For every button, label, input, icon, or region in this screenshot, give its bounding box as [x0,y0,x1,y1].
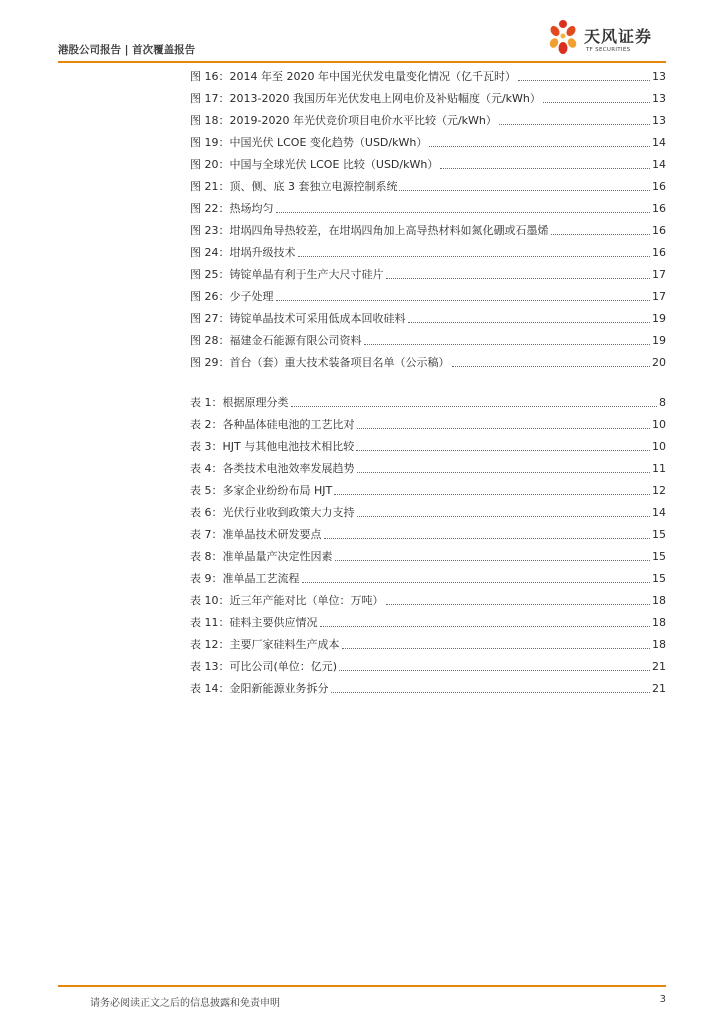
toc-entry-page: 14 [652,136,666,149]
toc-entry-label: 表 13：可比公司(单位：亿元) [190,660,338,673]
toc-entry-label: 表 8：准单晶量产决定性因素 [190,550,333,563]
dot-leader [320,626,651,627]
toc-entry[interactable] [190,180,666,194]
toc-entry-page: 18 [652,616,666,629]
toc-entry-page: 13 [652,70,666,83]
toc-entry-label: 表 4：各类技术电池效率发展趋势 [190,462,355,475]
toc-entry-page: 13 [652,114,666,127]
toc-entry[interactable] [190,440,666,454]
toc-entry-page: 18 [652,638,666,651]
toc-entry[interactable] [190,356,666,370]
toc-entry[interactable] [190,334,666,348]
dot-leader [386,604,651,605]
toc-entry-label: 表 3：HJT 与其他电池技术相比较 [190,440,355,453]
disclaimer-text: 请务必阅读正文之后的信息披露和免责申明 [90,998,280,1009]
toc-entry-label: 图 16：2014 年至 2020 年中国光伏发电量变化情况（亿千瓦时） [190,70,516,83]
toc-entry-page: 15 [652,550,666,563]
toc-entry[interactable] [190,136,666,150]
dot-leader [324,538,651,539]
dot-leader [339,670,650,671]
toc-entry[interactable] [190,224,666,238]
toc-entry[interactable] [190,158,666,172]
toc-entry-page: 21 [652,660,666,673]
dot-leader [357,472,651,473]
toc-entry-label: 表 12：主要厂家硅料生产成本 [190,638,340,651]
toc-entry-label: 图 17：2013-2020 我国历年光伏发电上网电价及补贴幅度（元/kWh） [190,92,541,105]
toc-entry-label: 图 25：铸锭单晶有利于生产大尺寸硅片 [190,268,384,281]
toc-entry-label: 表 2：各种晶体硅电池的工艺比对 [190,418,355,431]
toc-entry-page: 14 [652,506,666,519]
dot-leader [331,692,651,693]
toc-entry-label: 图 29：首台（套）重大技术装备项目名单（公示稿） [190,356,450,369]
toc-entry[interactable] [190,638,666,652]
toc-entry-page: 15 [652,572,666,585]
dot-leader [551,234,651,235]
toc-entry-label: 图 18：2019-2020 年光伏竞价项目电价水平比较（元/kWh） [190,114,497,127]
toc-entry-label: 图 24：坩埚升级技术 [190,246,296,259]
dot-leader [429,146,650,147]
toc-entry-label: 表 6：光伏行业收到政策大力支持 [190,506,355,519]
toc-entry-page: 18 [652,594,666,607]
logo-name: 天风证券 [584,27,653,46]
dot-leader [302,582,651,583]
page-header [58,0,666,68]
toc-entry-page: 19 [652,312,666,325]
toc-entry[interactable] [190,114,666,128]
toc-entry-label: 图 23：坩埚四角导热较差，在坩埚四角加上高导热材料如氮化硼或石墨烯 [190,224,549,237]
dot-leader [334,494,650,495]
toc-entry-page: 20 [652,356,666,369]
toc-entry[interactable] [190,550,666,564]
toc-entry[interactable] [190,418,666,432]
dot-leader [356,450,650,451]
toc-entry-page: 11 [652,462,666,475]
dot-leader [335,560,651,561]
toc-entry[interactable] [190,660,666,674]
toc-entry-page: 21 [652,682,666,695]
toc-entry[interactable] [190,268,666,282]
toc-entry[interactable] [190,396,666,410]
report-type-title: 港股公司报告 | 首次覆盖报告 [58,44,196,56]
toc-entry-page: 10 [652,418,666,431]
toc-entry-page: 8 [659,396,666,409]
toc-entry[interactable] [190,572,666,586]
toc-entry-label: 表 14：金阳新能源业务拆分 [190,682,329,695]
toc-entry-label: 图 19：中国光伏 LCOE 变化趋势（USD/kWh） [190,136,428,149]
dot-leader [342,648,651,649]
tf-securities-logo-icon [548,18,578,58]
toc-entry-page: 16 [652,246,666,259]
toc-entry[interactable] [190,290,666,304]
toc-entry[interactable] [190,462,666,476]
dot-leader [440,168,650,169]
toc-entry-page: 10 [652,440,666,453]
header-divider [58,61,666,63]
toc-entry-label: 图 20：中国与全球光伏 LCOE 比较（USD/kWh） [190,158,439,171]
company-logo [548,18,666,60]
dot-leader [408,322,651,323]
toc-entry-page: 16 [652,202,666,215]
logo-english-name: TF SECURITIES [586,47,631,53]
toc-entry-page: 19 [652,334,666,347]
toc-entry-page: 16 [652,224,666,237]
dot-leader [276,212,651,213]
toc-entry-label: 表 11：硅料主要供应情况 [190,616,318,629]
toc-entry-label: 表 1：根据原理分类 [190,396,289,409]
toc-entry[interactable] [190,528,666,542]
toc-entry-label: 图 26：少子处理 [190,290,274,303]
toc-entry[interactable] [190,484,666,498]
toc-entry-label: 表 10：近三年产能对比（单位：万吨） [190,594,384,607]
toc-entry[interactable] [190,246,666,260]
toc-entry[interactable] [190,506,666,520]
toc-entry-label: 图 21：顶、侧、底 3 套独立电源控制系统 [190,180,398,193]
dot-leader [276,300,651,301]
dot-leader [298,256,651,257]
dot-leader [499,124,650,125]
dot-leader [399,190,650,191]
toc-entry[interactable] [190,202,666,216]
toc-entry-label: 图 22：热场均匀 [190,202,274,215]
dot-leader [543,102,650,103]
toc-entry-page: 17 [652,268,666,281]
dot-leader [291,406,658,407]
toc-entry[interactable] [190,92,666,106]
toc-entry[interactable] [190,594,666,608]
toc-entry-label: 表 5：多家企业纷纷布局 HJT [190,484,333,497]
toc-entry-page: 16 [652,180,666,193]
toc-entry-label: 图 27：铸锭单晶技术可采用低成本回收硅料 [190,312,406,325]
dot-leader [357,516,651,517]
toc-entry-page: 12 [652,484,666,497]
toc-entry-label: 图 28：福建金石能源有限公司资料 [190,334,362,347]
page-number: 3 [659,994,666,1005]
page-footer [58,985,666,1015]
dot-leader [357,428,651,429]
footer-divider [58,985,666,987]
toc-entry-page: 15 [652,528,666,541]
toc-entry[interactable] [190,682,666,696]
toc-entry[interactable] [190,312,666,326]
dot-leader [364,344,651,345]
toc-entry-page: 13 [652,92,666,105]
toc-entry-page: 17 [652,290,666,303]
toc-entry[interactable] [190,70,666,84]
toc-entry-page: 14 [652,158,666,171]
dot-leader [452,366,651,367]
dot-leader [518,80,650,81]
toc-entry[interactable] [190,616,666,630]
toc-entry-label: 表 7：准单晶技术研发要点 [190,528,322,541]
toc-entry-label: 表 9：准单晶工艺流程 [190,572,300,585]
dot-leader [386,278,651,279]
